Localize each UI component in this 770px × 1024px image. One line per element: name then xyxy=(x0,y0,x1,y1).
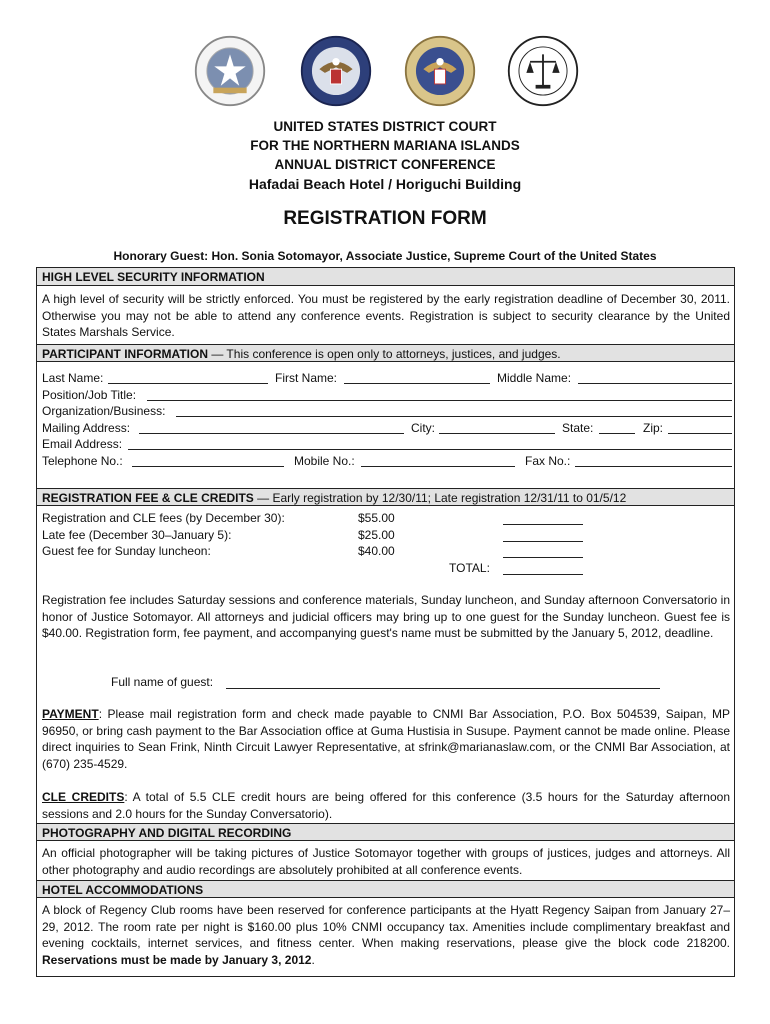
hotel-heading: HOTEL ACCOMMODATIONS xyxy=(37,880,734,898)
cle-section: CLE CREDITS: A total of 5.5 CLE credit hours are being offered for this conference (3.5 hours for the Saturday afternoon sessions and 2.0 hours for the Sunday Conversatorio). xyxy=(42,790,730,821)
middle-name-field[interactable] xyxy=(578,371,732,384)
middle-name-label: Middle Name: xyxy=(497,371,572,385)
name-row xyxy=(42,371,732,387)
page-title: REGISTRATION FORM xyxy=(283,208,487,229)
photography-heading: PHOTOGRAPHY AND DIGITAL RECORDING xyxy=(37,823,734,841)
cle-label: CLE CREDITS xyxy=(42,790,125,804)
cnmi-bar-association-seal xyxy=(193,34,267,108)
email-field[interactable] xyxy=(128,437,732,450)
payment-section: PAYMENT: Please mail registration form and check made payable to CNMI Bar Association, P.O. Box 504539, Saipan, MP 96950, or bring cash payment to the Bar Association office at Guma Hustisia in Susupe. Payment cannot be made online. Please direct inquiries to Sean Frink, Ninth Circuit Lawyer Representative, at sfrink@marianaslaw.com, or the CNMI Bar Association, at (670) 235-4529. xyxy=(42,707,730,771)
first-name-label: First Name: xyxy=(275,371,338,385)
us-district-court-seal xyxy=(299,34,373,108)
fee-entry-registration[interactable] xyxy=(503,512,583,525)
last-name-field[interactable] xyxy=(108,371,268,384)
participant-heading: PARTICIPANT INFORMATION — This conference is open only to attorneys, justices, and judges. xyxy=(37,344,734,362)
position-label: Position/Job Title: xyxy=(42,388,137,402)
fax-field[interactable] xyxy=(575,454,732,467)
us-court-of-appeals-seal xyxy=(403,34,477,108)
city-field[interactable] xyxy=(439,421,555,434)
security-body: A high level of security will be strictly enforced. You must be registered by the early registration deadline of December 30, 2011. Otherwise you may not be able to attend any conference events. Registration is subject to security clearance by the United States Marshals Service. xyxy=(42,292,730,339)
photography-body: An official photographer will be taking pictures of Justice Sotomayor together with groups of justices, judges and attorneys. All other photography and audio recordings are absolutely prohibited at all conference events. xyxy=(42,846,730,877)
document-header xyxy=(0,117,770,194)
header-line-4: Hafadai Beach Hotel / Horiguchi Building xyxy=(248,176,522,192)
zip-field[interactable] xyxy=(668,421,732,434)
mailing-label: Mailing Address: xyxy=(42,421,131,435)
phone-row xyxy=(42,454,732,470)
hotel-body: A block of Regency Club rooms have been reserved for conference participants at the Hyatt Regency Saipan from January 27–29, 2012. The room rate per night is $160.00 plus 10% CNMI occupancy tax. Amenities include complimentary breakfast and evening cocktails, internet services, and fitness center. When making reservations, please give the block code 218200. Reservations must be made by January 3, 2012. xyxy=(42,903,730,967)
mailing-field[interactable] xyxy=(139,421,404,434)
organization-label: Organization/Business: xyxy=(42,404,166,418)
telephone-label: Telephone No.: xyxy=(42,454,123,468)
organization-row xyxy=(42,404,732,420)
fees-heading: REGISTRATION FEE & CLE CREDITS — Early registration by 12/30/11; Late registration 12/31/11 to 01/5/12 xyxy=(37,488,734,506)
email-row xyxy=(42,437,732,453)
total-field[interactable] xyxy=(503,562,583,575)
reservation-deadline: Reservations must be made by January 3, 2012 xyxy=(42,952,312,967)
last-name-label: Last Name: xyxy=(42,371,104,385)
total-label: TOTAL: xyxy=(449,561,490,575)
guest-name-label: Full name of guest: xyxy=(111,675,214,689)
payment-label: PAYMENT xyxy=(42,707,99,721)
organization-field[interactable] xyxy=(176,404,732,417)
first-name-field[interactable] xyxy=(344,371,490,384)
fee-label-guest: Guest fee for Sunday luncheon: xyxy=(42,544,211,558)
state-field[interactable] xyxy=(599,421,635,434)
header-line-3: ANNUAL DISTRICT CONFERENCE xyxy=(274,157,496,172)
fees-description: Registration fee includes Saturday sessions and conference materials, Sunday luncheon, and Sunday afternoon Conversatorio in honor of Justice Sotomayor. All attorneys and judicial officers may bring up to one guest for the Sunday luncheon. Guest fee is $40.00. Registration form, fee payment, and accompanying guest's name must be submitted by the January 5, 2012, deadline. xyxy=(42,593,730,640)
form-box xyxy=(36,267,735,977)
position-row xyxy=(42,388,732,404)
fee-label-late: Late fee (December 30–January 5): xyxy=(42,528,232,542)
city-label: City: xyxy=(411,421,435,435)
zip-label: Zip: xyxy=(643,421,664,435)
position-field[interactable] xyxy=(147,388,732,401)
telephone-field[interactable] xyxy=(132,454,284,467)
logo-row xyxy=(0,34,770,114)
fee-amount-guest: $40.00 xyxy=(358,544,395,558)
mobile-label: Mobile No.: xyxy=(294,454,355,468)
fee-amount-registration: $55.00 xyxy=(358,511,395,525)
address-row xyxy=(42,421,732,437)
security-heading: HIGH LEVEL SECURITY INFORMATION xyxy=(37,268,734,286)
fee-label-registration: Registration and CLE fees (by December 30): xyxy=(42,511,285,525)
header-line-1: UNITED STATES DISTRICT COURT xyxy=(273,119,497,134)
fee-amount-late: $25.00 xyxy=(358,528,395,542)
mobile-field[interactable] xyxy=(361,454,515,467)
honorary-guest: Honorary Guest: Hon. Sonia Sotomayor, Associate Justice, Supreme Court of the United States xyxy=(113,249,657,263)
state-label: State: xyxy=(562,421,594,435)
fax-label: Fax No.: xyxy=(525,454,571,468)
header-line-2: FOR THE NORTHERN MARIANA ISLANDS xyxy=(250,138,520,153)
guest-name-field[interactable] xyxy=(226,676,660,689)
fee-entry-late[interactable] xyxy=(503,529,583,542)
justice-for-all-seal xyxy=(506,34,580,108)
email-label: Email Address: xyxy=(42,437,123,451)
fee-entry-guest[interactable] xyxy=(503,545,583,558)
